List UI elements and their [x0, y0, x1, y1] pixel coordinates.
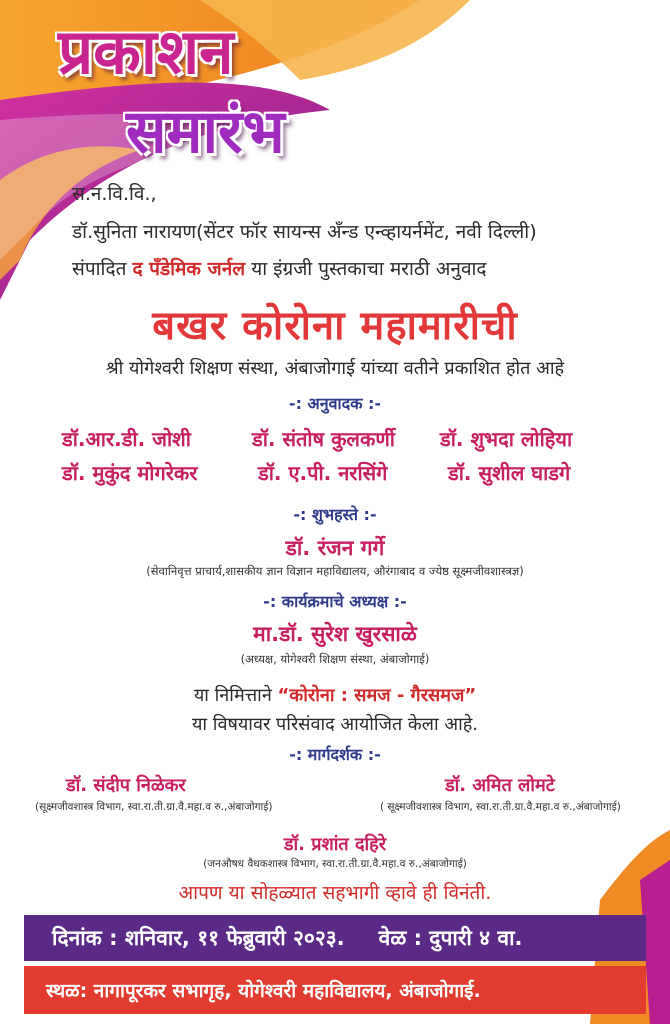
author-line: डॉ.सुनिता नारायण(सेंटर फॉर सायन्स अँन्ड एन्व्हायर्नमेंट, नवी दिल्ली) [72, 221, 537, 243]
translator-name: डॉ.आर.डी. जोशी [62, 427, 191, 451]
president-heading: -: कार्यक्रमाचे अध्यक्ष :- [263, 592, 407, 611]
occasion-line [0, 683, 670, 707]
guide-detail: ( सूक्ष्मजीवशास्त्र विभाग, स्वा.रा.ती.ग्रा.वै.महा.व रु.,अंबाजोगाई) [380, 801, 621, 813]
venue-band [24, 966, 646, 1014]
chief-guest-detail: (सेवानिवृत्त प्राचार्य,शासकीय ज्ञान विज्ञान महाविद्यालय, औरंगाबाद व ज्येष्ठ सूक्ष्मजीवशास्त्रज्ञ) [146, 564, 524, 578]
event-venue: स्थळ: नागापूरकर सभागृह, योगेश्वरी महाविद्यालय, अंबाजोगाई. [46, 980, 481, 1002]
title-line-1: प्रकाशन [58, 15, 234, 88]
book-title: बखर कोरोना महामारीची [152, 303, 518, 349]
translator-name: डॉ. शुभदा लोहिया [440, 427, 573, 451]
president-detail: (अध्यक्ष, योगेश्वरी शिक्षण संस्था, अंबाजोगाई) [240, 652, 430, 666]
seminar-topic: “कोरोना : समज - गैरसमज” [277, 685, 477, 706]
occasion-prefix: या निमित्ताने [193, 685, 272, 706]
invitation-request: आपण या सोहळ्यात सहभागी व्हावे ही विनंती. [178, 882, 492, 904]
guide-name: डॉ. अमित लोमटे [445, 775, 555, 796]
date-time-band [24, 915, 646, 961]
guide-detail: (सूक्ष्मजीवशास्त्र विभाग, स्वा.रा.ती.ग्रा.वै.महा.व रु.,अंबाजोगाई) [35, 801, 273, 813]
guides-heading: -: मार्गदर्शक :- [289, 745, 381, 764]
translator-name: डॉ. ए.पी. नरसिंगे [258, 461, 388, 485]
title-line-2: समारंभ [126, 97, 285, 167]
publisher-line: श्री योगेश्वरी शिक्षण संस्था, अंबाजोगाई यांच्या वतीने प्रकाशित होत आहे [105, 358, 565, 379]
translator-name: डॉ. संतोष कुलकर्णी [252, 427, 395, 451]
edited-suffix: या इंग्रजी पुस्तकाचा मराठी अनुवाद [251, 258, 487, 280]
translator-name: डॉ. सुशील घाडगे [448, 461, 571, 485]
chief-guest-name: डॉ. रंजन गर्गे [285, 536, 385, 560]
event-date: दिनांक : शनिवार, ११ फेब्रुवारी २०२३. [52, 926, 345, 950]
translator-name: डॉ. मुकुंद मोगरेकर [62, 461, 198, 485]
event-time: वेळ : दुपारी ४ वा. [378, 926, 523, 950]
edited-prefix: संपादित [72, 258, 127, 280]
translators-heading: -: अनुवादक :- [288, 394, 382, 413]
original-book-name: द पँडेमिक जर्नल [132, 258, 246, 280]
guide-detail: (जनऔषध वैधकशास्त्र विभाग, स्वा.रा.ती.ग्रा.वै.महा.व रु.,अंबाजोगाई) [203, 858, 467, 870]
president-name: मा.डॉ. सुरेश खुरसाळे [253, 622, 417, 646]
salutation: स.न.वि.वि., [72, 183, 157, 205]
guide-name: डॉ. प्रशांत दहिरे [283, 834, 387, 855]
edited-line [72, 255, 487, 281]
guide-name: डॉ. संदीप निळेकर [66, 775, 186, 796]
occasion-line-2: या विषयावर परिसंवाद आयोजित केला आहे. [191, 714, 479, 735]
chief-guest-heading: -: शुभहस्ते :- [293, 505, 377, 524]
